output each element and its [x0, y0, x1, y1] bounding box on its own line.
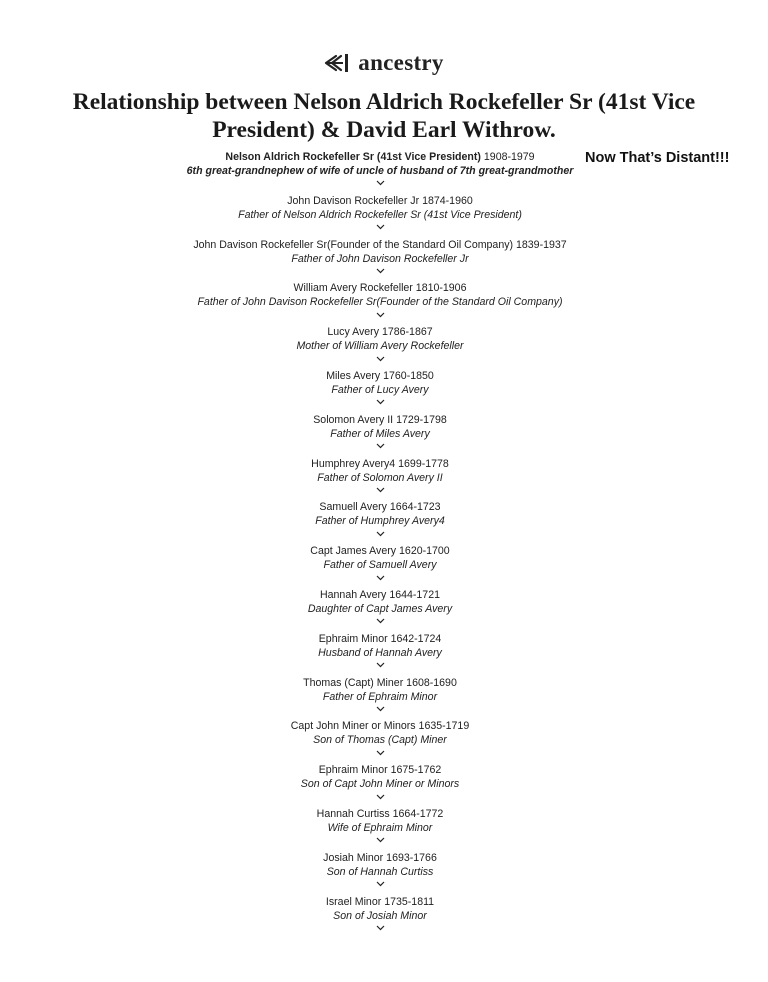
person-name-line	[150, 413, 610, 427]
person-years: 1908-1979	[483, 151, 535, 163]
chevron-down-icon	[150, 923, 610, 935]
chevron-down-icon	[150, 791, 610, 803]
person-name: Ephraim Minor	[318, 764, 388, 777]
person-name-line	[150, 369, 610, 383]
person-name-line	[150, 544, 610, 558]
relationship-entry	[150, 369, 610, 413]
person-name: John Davison Rockefeller Sr(Founder of the Standard Oil Company)	[193, 238, 514, 251]
person-name-line	[150, 238, 610, 252]
chevron-down-icon	[150, 747, 610, 759]
person-name: Capt John Miner or Minors	[290, 720, 416, 733]
relationship-entry	[150, 150, 610, 194]
relationship-entry	[150, 457, 610, 501]
chevron-down-icon	[150, 309, 610, 321]
relationship-entry	[150, 719, 610, 763]
chevron-down-icon	[150, 572, 610, 584]
relationship-entry	[150, 500, 610, 544]
person-name-line	[150, 457, 610, 471]
relationship-entry	[150, 238, 610, 282]
person-years: 1635-1719	[418, 720, 470, 733]
relationship-entry	[150, 544, 610, 588]
person-relation: Father of John Davison Rockefeller Sr(Founder of the Standard Oil Company)	[197, 296, 563, 309]
person-years: 1644-1721	[389, 588, 440, 601]
relationship-entry	[150, 588, 610, 632]
relationship-entry	[150, 413, 610, 457]
person-name-line	[150, 895, 610, 909]
person-years: 1693-1766	[386, 851, 437, 864]
person-years: 1874-1960	[422, 194, 473, 207]
person-relation: Son of Hannah Curtiss	[326, 865, 434, 878]
person-name-line	[150, 632, 610, 646]
person-relation: Father of Ephraim Minor	[322, 690, 438, 703]
person-years: 1675-1762	[390, 764, 442, 777]
relationship-entry	[150, 281, 610, 325]
person-name: Ephraim Minor	[318, 632, 388, 645]
person-relation: Father of Samuell Avery	[323, 559, 437, 572]
person-name: Samuell Avery	[319, 501, 387, 514]
person-name: Hannah Curtiss	[316, 807, 390, 820]
person-name-line	[150, 194, 610, 208]
person-relation: Wife of Ephraim Minor	[327, 821, 433, 834]
chevron-down-icon	[150, 266, 610, 278]
person-relation: Son of Thomas (Capt) Miner	[313, 734, 447, 747]
person-name: Josiah Minor	[323, 851, 384, 864]
person-years: 1642-1724	[390, 632, 442, 645]
person-name-line	[150, 150, 610, 164]
person-name: Lucy Avery	[327, 326, 379, 339]
person-name: Humphrey Avery4	[311, 457, 396, 470]
person-years: 1664-1772	[392, 807, 444, 820]
person-relation: Father of Miles Avery	[330, 427, 430, 440]
person-relation: Son of Capt John Miner or Minors	[300, 778, 460, 791]
person-name: Hannah Avery	[320, 588, 387, 601]
chevron-down-icon	[150, 397, 610, 409]
chevron-down-icon	[150, 835, 610, 847]
person-years: 1729-1798	[396, 413, 447, 426]
chevron-down-icon	[150, 704, 610, 716]
person-name-line	[150, 325, 610, 339]
relationship-chain	[150, 150, 610, 938]
person-relation: Husband of Hannah Avery	[318, 646, 442, 659]
person-years: 1664-1723	[389, 501, 441, 514]
person-name: Israel Minor	[325, 895, 382, 908]
person-name: William Avery Rockefeller	[293, 282, 413, 295]
page-title: Relationship between Nelson Aldrich Rockefeller Sr (41st Vice President) & David Earl Withrow.	[72, 89, 696, 143]
chevron-down-icon	[150, 441, 610, 453]
person-years: 1786-1867	[381, 326, 433, 339]
person-relation: Father of Nelson Aldrich Rockefeller Sr (41st Vice President)	[238, 208, 522, 221]
person-name-line	[150, 500, 610, 514]
person-name-line	[150, 676, 610, 690]
chevron-down-icon	[150, 616, 610, 628]
chevron-down-icon	[150, 485, 610, 497]
person-relation: Father of Humphrey Avery4	[315, 515, 445, 528]
person-years: 1810-1906	[415, 282, 467, 295]
chevron-down-icon	[150, 222, 610, 234]
relationship-entry	[150, 632, 610, 676]
person-years: 1620-1700	[399, 545, 450, 558]
person-relation: 6th great-grandnephew of wife of uncle of husband of 7th great-grandmother	[186, 165, 574, 177]
person-name: Miles Avery	[326, 369, 381, 382]
relationship-entry	[150, 325, 610, 369]
relationship-entry	[150, 194, 610, 238]
person-years: 1699-1778	[398, 457, 449, 470]
chevron-down-icon	[150, 178, 610, 190]
person-name-line	[150, 719, 610, 733]
distant-annotation: Now That’s Distant!!!	[585, 150, 730, 166]
logo-text: ancestry	[358, 50, 444, 75]
ancestry-leaf-icon	[324, 53, 354, 73]
person-relation: Father of Solomon Avery II	[317, 471, 443, 484]
relationship-entry	[150, 895, 610, 939]
person-years: 1760-1850	[383, 369, 434, 382]
relationship-entry	[150, 807, 610, 851]
person-relation: Father of John Davison Rockefeller Jr	[291, 252, 469, 265]
person-relation: Daughter of Capt James Avery	[307, 602, 453, 615]
chevron-down-icon	[150, 528, 610, 540]
person-name-line	[150, 763, 610, 777]
person-name-line	[150, 807, 610, 821]
relationship-entry	[150, 763, 610, 807]
person-name: Nelson Aldrich Rockefeller Sr (41st Vice President)	[225, 151, 481, 163]
person-years: 1608-1690	[406, 676, 457, 689]
relationship-entry	[150, 851, 610, 895]
person-name: Capt James Avery	[310, 545, 397, 558]
chevron-down-icon	[150, 879, 610, 891]
person-years: 1735-1811	[384, 895, 435, 908]
person-name: Thomas (Capt) Miner	[303, 676, 404, 689]
person-relation: Mother of William Avery Rockefeller	[296, 340, 464, 353]
person-relation: Father of Lucy Avery	[331, 383, 429, 396]
person-name: John Davison Rockefeller Jr	[287, 194, 420, 207]
chevron-down-icon	[150, 353, 610, 365]
person-name: Solomon Avery II	[313, 413, 394, 426]
chevron-down-icon	[150, 660, 610, 672]
person-relation: Son of Josiah Minor	[333, 909, 427, 922]
ancestry-logo	[0, 50, 768, 76]
relationship-entry	[150, 676, 610, 720]
person-name-line	[150, 588, 610, 602]
person-years: 1839-1937	[516, 238, 567, 251]
person-name-line	[150, 851, 610, 865]
person-name-line	[150, 281, 610, 295]
